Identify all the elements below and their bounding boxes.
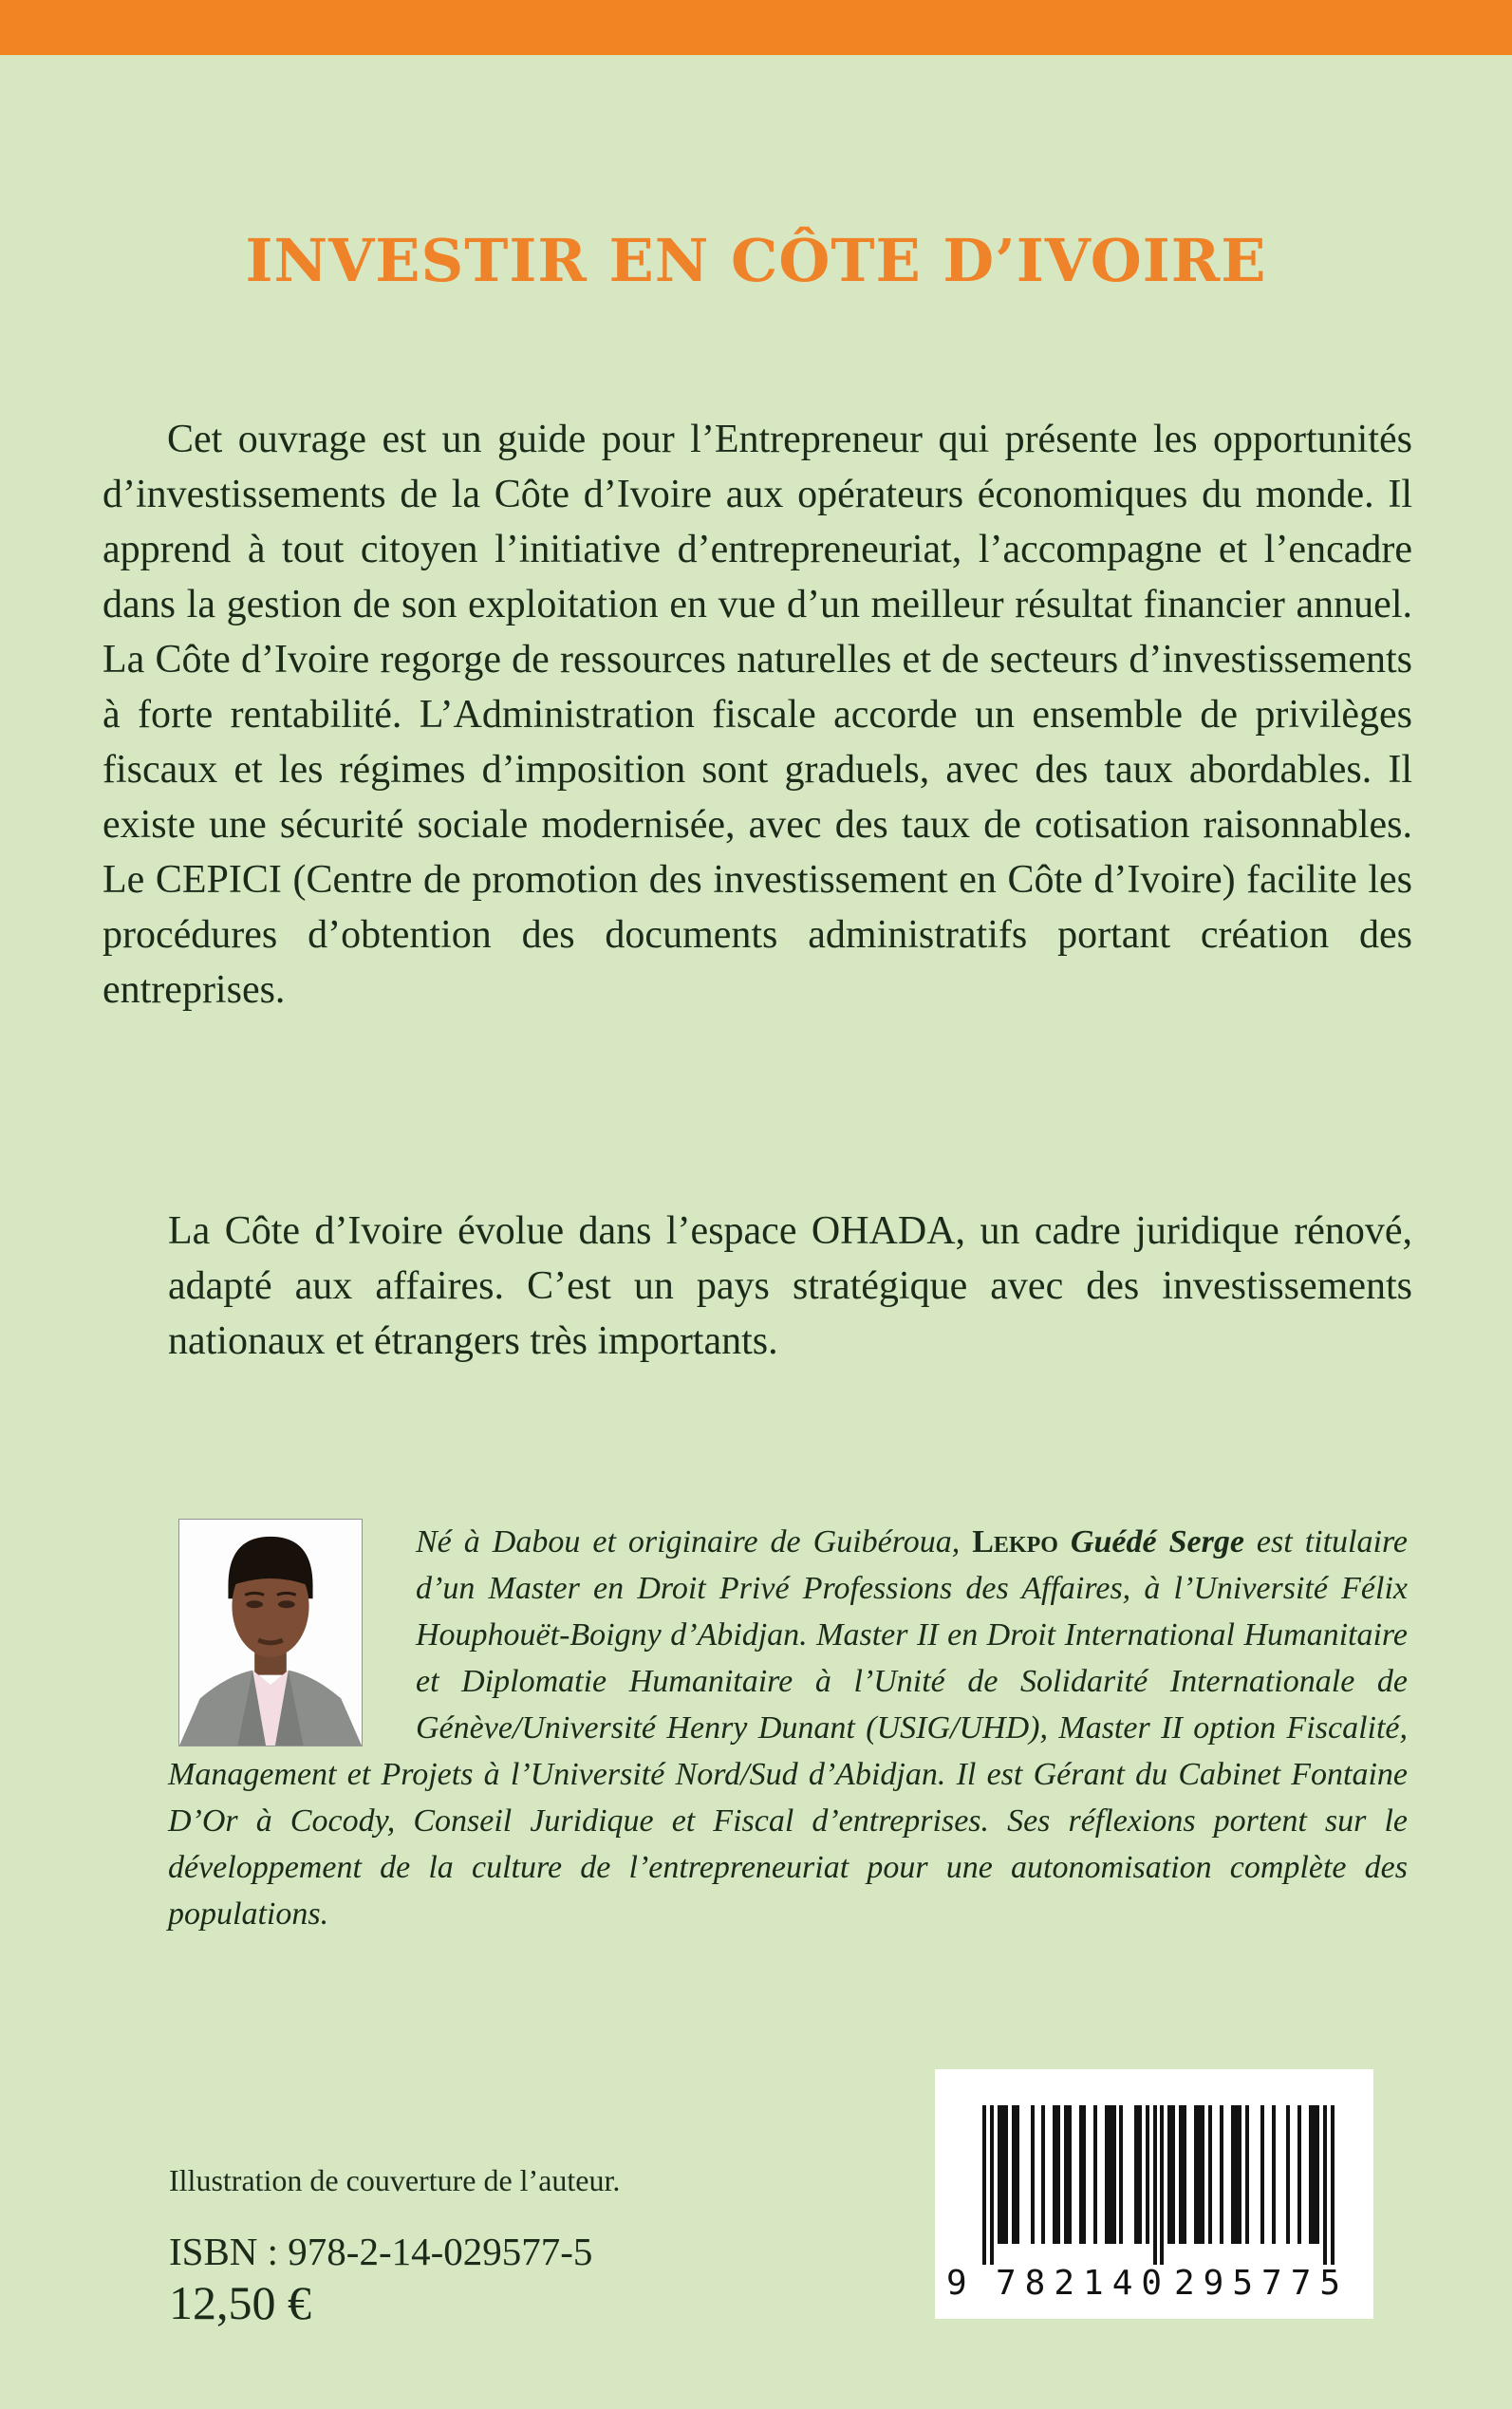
- barcode-bar: [1031, 2105, 1035, 2244]
- author-bio: [168, 1519, 1408, 1937]
- barcode-bar: [1179, 2105, 1186, 2244]
- barcode-right-digits: 295775: [1174, 2264, 1350, 2303]
- synopsis-paragraph-2: La Côte d’Ivoire évolue dans l’espace OHADA, un cadre juridique rénové, adapté aux affaires. C’est un pays stratégique avec des investissements nationaux et étrangers très importants.: [168, 1209, 1412, 1363]
- barcode-bar: [1064, 2105, 1072, 2244]
- book-title: INVESTIR EN CÔTE D’IVOIRE: [245, 226, 1267, 295]
- barcode-guard-bar: [1323, 2105, 1327, 2265]
- barcode-bar: [1093, 2105, 1097, 2244]
- barcode-guard-bar: [990, 2105, 994, 2265]
- bio-text-part1: Né à Dabou et originaire de Guibéroua,: [416, 1524, 973, 1559]
- author-photo: [178, 1519, 363, 1746]
- barcode-guard-bar: [982, 2105, 986, 2265]
- barcode-bar: [1146, 2105, 1149, 2244]
- barcode-bar: [1208, 2105, 1212, 2244]
- barcode-bar: [1119, 2105, 1123, 2244]
- bio-text-rest: est titulaire d’un Master en Droit Privé Professions des Affaires, à l’Université Félix Houphouët-Boigny d’Abidjan. Master II en Droit International Humanitaire et Diplomatie Humanitaire à l’Unité de Solidarité Internationale de Génève/Université Henry Dunant (USIG/UHD), Master II option Fiscalité, Management et Projets à l’Université Nord/Sud d’Abidjan. Il est Gérant du Cabinet Fontaine D’Or à Cocody, Conseil Juridique et Fiscal d’entreprises. Ses réflexions portent sur le développement de la culture de l’entrepreneuriat pour une autonomisation complète des populations.: [168, 1524, 1409, 1932]
- barcode-bar: [1309, 2105, 1320, 2244]
- price-text: 12,50 €: [169, 2276, 311, 2329]
- author-name-bold: Guédé Serge: [1057, 1524, 1244, 1559]
- cover-illustration-note: Illustration de couverture de l’auteur.: [169, 2163, 621, 2197]
- barcode-bar: [1297, 2105, 1301, 2244]
- top-orange-bar: [0, 0, 1512, 55]
- barcode-bar: [1194, 2105, 1205, 2244]
- isbn-text: ISBN : 978-2-14-029577-5: [169, 2230, 593, 2273]
- barcode-bar: [1260, 2105, 1264, 2244]
- author-portrait-drawing: [179, 1520, 362, 1746]
- barcode-bar: [1286, 2105, 1290, 2244]
- barcode-bar: [1231, 2105, 1242, 2244]
- barcode-bar: [1134, 2105, 1142, 2244]
- barcode-bar: [998, 2105, 1009, 2244]
- author-name-smallcaps: Lekpo: [972, 1524, 1058, 1559]
- barcode: [935, 2069, 1373, 2319]
- barcode-bar: [1053, 2105, 1060, 2244]
- barcode-prefix-digit: 9: [946, 2264, 967, 2303]
- synopsis-paragraph-1: Cet ouvrage est un guide pour l’Entrepreneur qui présente les opportunités d’investissements de la Côte d’Ivoire aux opérateurs économiques du monde. Il apprend à tout citoyen l’initiative d’entrepreneuriat, l’accompagne et l’encadre dans la gestion de son exploitation en vue d’un meilleur résultat financier annuel. La Côte d’Ivoire regorge de ressources naturelles et de secteurs d’investissements à forte rentabilité. L’Administration fiscale accorde un ensemble de privilèges fiscaux et les régimes d’imposition sont graduels, avec des taux abordables. Il existe une sécurité sociale modernisée, avec des taux de cotisation raisonnables. Le CEPICI (Centre de promotion des investissement en Côte d’Ivoire) facilite les procédures d’obtention des documents administratifs portant création des entreprises.: [103, 418, 1412, 1012]
- barcode-guard-bar: [1160, 2105, 1164, 2265]
- barcode-bar: [1079, 2105, 1087, 2244]
- barcode-bar: [1167, 2105, 1175, 2244]
- barcode-bar: [1245, 2105, 1249, 2244]
- barcode-left-digits: 782140: [996, 2264, 1171, 2303]
- barcode-bar: [1012, 2105, 1019, 2244]
- barcode-bar: [1220, 2105, 1223, 2244]
- barcode-guard-bar: [1153, 2105, 1157, 2265]
- barcode-bar: [1105, 2105, 1116, 2244]
- barcode-bar: [1272, 2105, 1276, 2244]
- barcode-bars: [982, 2105, 1335, 2265]
- barcode-guard-bar: [1331, 2105, 1335, 2265]
- barcode-bar: [1041, 2105, 1045, 2244]
